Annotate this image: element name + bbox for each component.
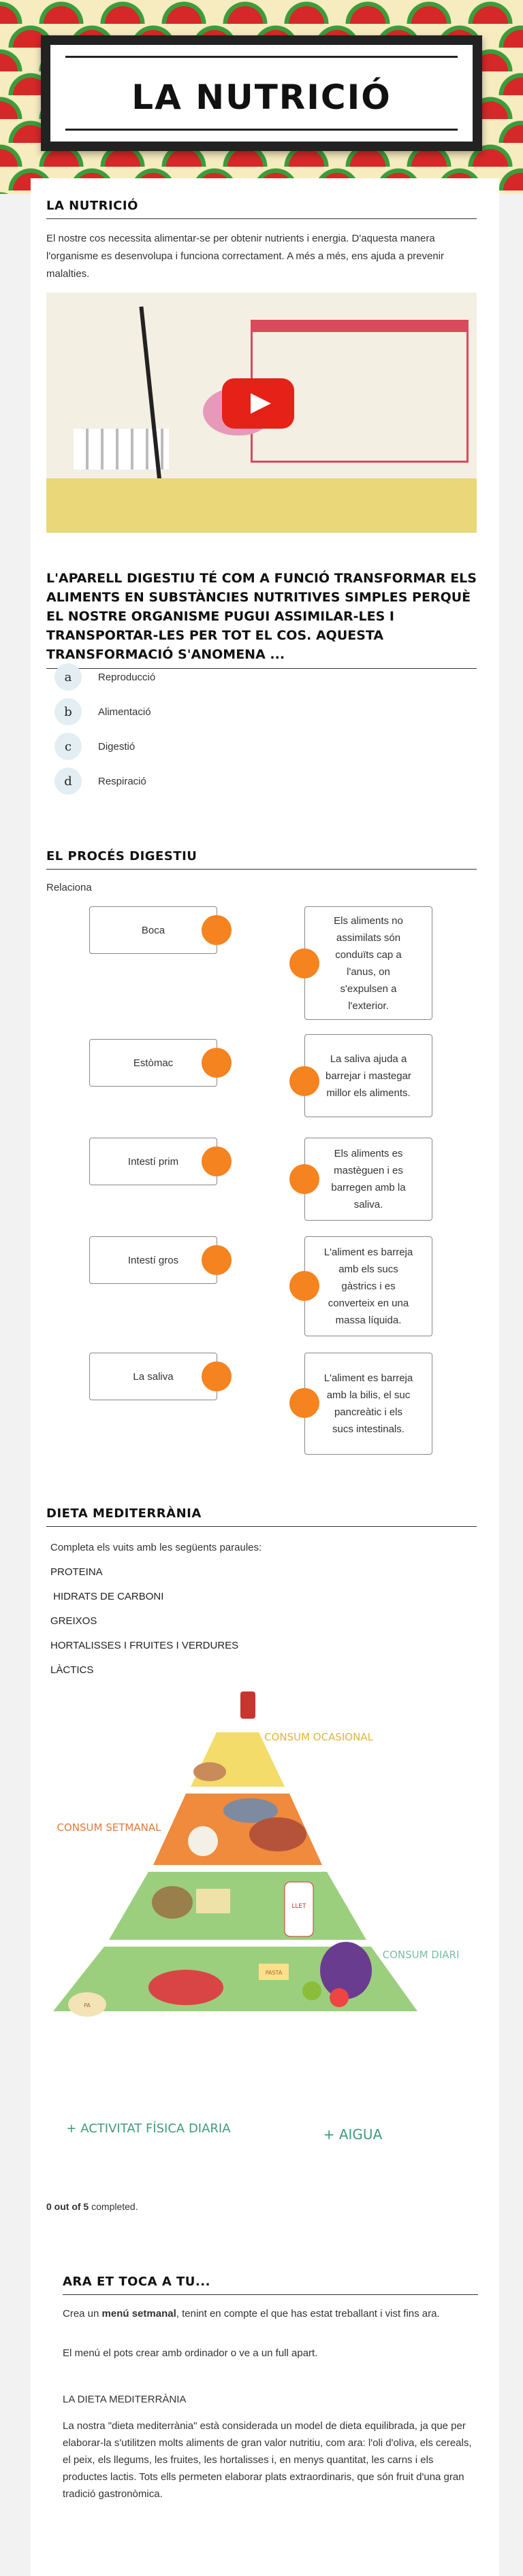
match-left-boca[interactable]: Boca bbox=[89, 906, 217, 954]
diet-heading: DIETA MEDITERRÀNIA bbox=[46, 1506, 477, 1527]
donut-icon bbox=[193, 1762, 226, 1781]
match-left-saliva[interactable]: La saliva bbox=[89, 1353, 217, 1400]
match-right-4[interactable]: L'aliment es barreja amb els sucs gàstrics i es converteix en una massa líquida. bbox=[304, 1236, 432, 1336]
match-handle-right[interactable] bbox=[289, 1388, 319, 1418]
quiz-option-b[interactable] bbox=[54, 698, 151, 725]
option-letter-c: c bbox=[54, 733, 82, 760]
score-value: 0 out of 5 bbox=[46, 2201, 89, 2212]
diet-word[interactable]: HORTALISSES I FRUITES I VERDURES bbox=[50, 1640, 239, 1651]
option-letter-b: b bbox=[54, 698, 82, 725]
match-handle-left[interactable] bbox=[202, 1146, 232, 1176]
title-rule-bottom bbox=[65, 129, 458, 131]
title-card bbox=[41, 35, 482, 151]
task-line-1 bbox=[63, 2305, 478, 2323]
quiz-question: L'APARELL DIGESTIU TÉ COM A FUNCIÓ TRANSFORMAR ELS ALIMENTS EN SUBSTÀNCIES NUTRITIVES SIMPLES PERQUÈ EL NOSTRE ORGANISME PUGUI ASSIMILAR-LES I TRANSPORTAR-LES PER TOT EL COS. AQUESTA TRANSFORMACIÓ S'ANOMENA ... bbox=[46, 569, 477, 669]
match-handle-right[interactable] bbox=[289, 1164, 319, 1194]
apple-icon bbox=[302, 1981, 321, 2000]
match-left-estomac[interactable]: Estòmac bbox=[89, 1039, 217, 1087]
cheese-icon bbox=[196, 1889, 230, 1913]
egg-icon bbox=[188, 1826, 218, 1856]
option-letter-d: d bbox=[54, 767, 82, 795]
task-line-2: El menú el pots crear amb ordinador o ve a un full apart. bbox=[63, 2347, 318, 2359]
label-consum-diari: CONSUM DIARI bbox=[382, 1949, 460, 1961]
video-ground bbox=[46, 478, 477, 533]
label-consum-ocasional: CONSUM OCASIONAL bbox=[264, 1731, 373, 1743]
bread-icon bbox=[152, 1886, 193, 1919]
match-right-5[interactable]: L'aliment es barreja amb la bilis, el suc pancreàtic i els sucs intestinals. bbox=[304, 1353, 432, 1455]
match-handle-right[interactable] bbox=[289, 948, 319, 978]
option-label-b: Alimentació bbox=[98, 706, 151, 718]
label-consum-setmanal: CONSUM SETMANAL bbox=[57, 1821, 161, 1834]
task-line-1-post: , tenint en compte el que has estat treballant i vist fins ara. bbox=[176, 2308, 440, 2319]
meat-icon bbox=[249, 1817, 306, 1851]
diet-word[interactable]: HIDRATS DE CARBONI bbox=[50, 1591, 164, 1602]
flour-label: PA bbox=[84, 2002, 91, 2009]
eggplant-icon bbox=[320, 1942, 372, 1999]
diet-instruction: Completa els vuits amb les següents paraules: bbox=[50, 1542, 262, 1553]
play-icon[interactable] bbox=[222, 378, 294, 429]
page-title: LA NUTRICIÓ bbox=[131, 78, 392, 117]
task-line-1-pre: Crea un bbox=[63, 2308, 102, 2319]
match-left-intesti-gros[interactable]: Intestí gros bbox=[89, 1236, 217, 1284]
match-left-intesti-prim[interactable]: Intestí prim bbox=[89, 1138, 217, 1185]
match-handle-right[interactable] bbox=[289, 1271, 319, 1301]
title-rule-top bbox=[65, 56, 458, 58]
match-handle-left[interactable] bbox=[202, 1048, 232, 1078]
match-instruction: Relaciona bbox=[46, 882, 92, 893]
score-suffix: completed. bbox=[89, 2201, 138, 2212]
video-player[interactable] bbox=[46, 293, 477, 533]
pyramid-tier-lower bbox=[109, 1872, 366, 1940]
match-handle-left[interactable] bbox=[202, 915, 232, 945]
label-aigua: + AIGUA bbox=[323, 2126, 383, 2143]
quiz-option-c[interactable] bbox=[54, 733, 135, 760]
task-body: La nostra "dieta mediterrània" està considerada un model de dieta equilibrada, ja que per elaborar-la s'utilitzen molts aliments de gran valor nutritiu, com ara: l'oli d'oliva, els cereals, el peix, els llegums, les fruites, les hortalisses i, en menys quantitat, les carns i els productes lactis. Tots ells permeten elaborar plats extraordinaris, que són fruit d'una gran tradició gastronòmica. bbox=[63, 2420, 472, 2500]
diet-score bbox=[46, 2201, 477, 2212]
diet-word[interactable]: LÀCTICS bbox=[50, 1664, 94, 1676]
task-sub-heading: LA DIETA MEDITERRÀNIA bbox=[63, 2394, 187, 2405]
label-activitat-fisica: + ACTIVITAT FÍSICA DIARIA bbox=[66, 2121, 231, 2136]
diet-word[interactable]: PROTEINA bbox=[50, 1566, 103, 1578]
quiz-option-d[interactable] bbox=[54, 767, 146, 795]
option-label-c: Digestió bbox=[98, 740, 136, 753]
match-handle-left[interactable] bbox=[202, 1361, 232, 1391]
option-letter-a: a bbox=[54, 663, 82, 691]
match-right-3[interactable]: Els aliments es mastèguen i es barregen amb la saliva. bbox=[304, 1138, 432, 1221]
intro-text: El nostre cos necessita alimentar-se per obtenir nutrients i energia. D'aquesta manera l'organisme es desenvolupa i funciona correctament. A més a més, ens ajuda a prevenir malalties. bbox=[46, 233, 445, 280]
match-right-1[interactable]: Els aliments no assimilats són conduïts cap a l'anus, on s'expulsen a l'exterior. bbox=[304, 906, 432, 1020]
intro-heading: LA NUTRICIÓ bbox=[46, 199, 477, 219]
option-label-a: Reproducció bbox=[98, 671, 156, 683]
match-heading: EL PROCÉS DIGESTIU bbox=[46, 849, 477, 870]
diet-word[interactable]: GREIXOS bbox=[50, 1615, 97, 1627]
quiz-option-a[interactable] bbox=[54, 663, 155, 691]
task-menu-setmanal: menú setmanal bbox=[101, 2308, 176, 2319]
tomato-icon bbox=[330, 1988, 349, 2007]
task-heading: ARA ET TOCA A TU... bbox=[63, 2275, 478, 2295]
watermelon-slice-icon bbox=[148, 1970, 223, 2005]
match-handle-left[interactable] bbox=[202, 1245, 232, 1275]
option-label-d: Respiració bbox=[98, 775, 146, 787]
match-handle-right[interactable] bbox=[289, 1066, 319, 1096]
cola-can-icon bbox=[240, 1691, 255, 1719]
pasta-label: PASTA bbox=[265, 1970, 283, 1976]
mediterranean-food-pyramid bbox=[46, 1691, 477, 2215]
match-right-2[interactable]: La saliva ajuda a barrejar i mastegar millor els aliments. bbox=[304, 1034, 432, 1117]
milk-label: LLET bbox=[291, 1903, 306, 1910]
